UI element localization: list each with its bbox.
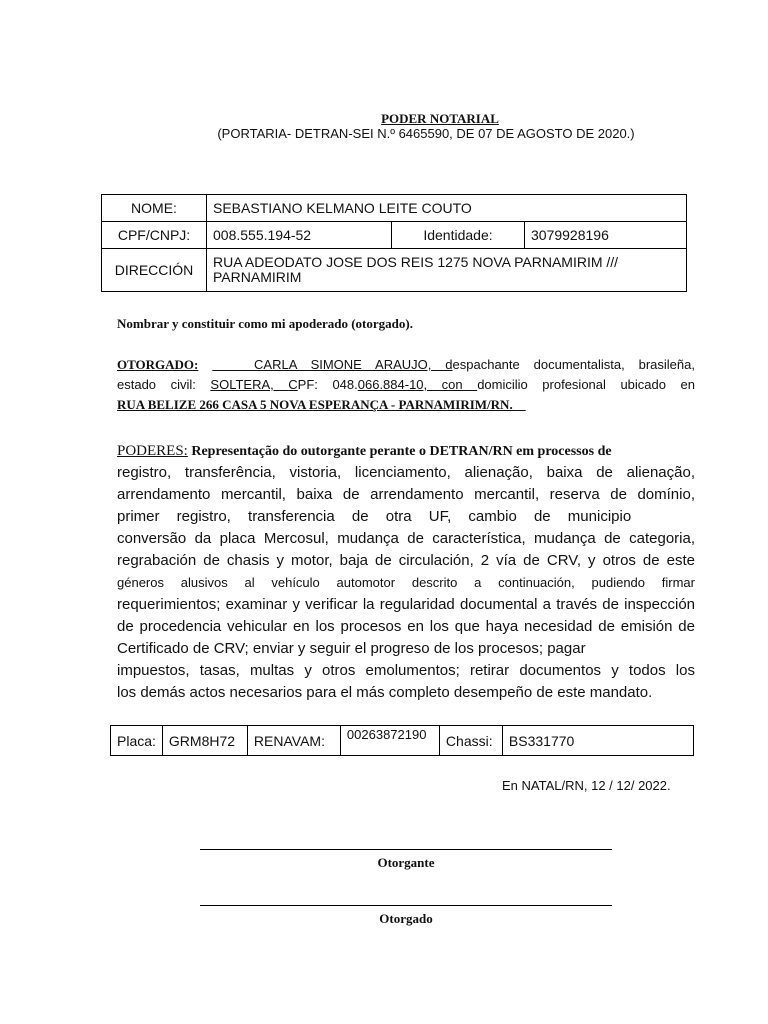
grantor-table xyxy=(101,194,687,292)
otorgado-address: RUA BELIZE 266 CASA 5 NOVA ESPERANÇA - PARNAMIRIM/RN. xyxy=(117,397,526,412)
signature-label-grantor: Otorgante xyxy=(377,855,435,870)
poderes-line: requerimientos; examinar y verificar la regularidad documental a través de inspección xyxy=(117,596,695,613)
cpf-value: 008.555.194-52 xyxy=(207,222,392,249)
cpf-number: 066.884-10, con xyxy=(357,377,478,392)
signature-line-grantee xyxy=(200,905,612,906)
poderes-line: arrendamento mercantil, baixa de arrendamento mercantil, reserva de domínio, xyxy=(117,486,695,503)
renavam-value: 00263872190 xyxy=(340,726,439,756)
poderes-intro: Representação do outorgante perante o DETRAN/RN em processos de xyxy=(187,444,612,459)
address-label: DIRECCIÓN xyxy=(102,249,207,292)
address-line-1: RUA ADEODATO JOSE DOS REIS 1275 NOVA PARNAMIRIM /// xyxy=(213,254,619,270)
signature-label-grantee: Otorgado xyxy=(379,911,433,926)
placa-value: GRM8H72 xyxy=(162,726,247,756)
otorgado-paragraph xyxy=(117,355,695,415)
poderes-line: impuestos, tasas, multas y otros emolumentos; retirar documentos y todos los xyxy=(117,662,695,679)
address-line-2: PARNAMIRIM xyxy=(213,269,302,285)
otorgado-label: OTORGADO: xyxy=(117,357,199,372)
poderes-line: conversão da placa Mercosul, mudança de característica, mudança de categoria, xyxy=(117,530,695,547)
civil-status-value: SOLTERA, xyxy=(210,377,289,392)
otorgado-description: espachante documentalista, brasileña, xyxy=(452,357,695,372)
renavam-label: RENAVAM: xyxy=(247,726,340,756)
chassi-value: BS331770 xyxy=(502,726,693,756)
chassi-label: Chassi: xyxy=(439,726,502,756)
id-label: Identidade: xyxy=(392,222,525,249)
table-row xyxy=(102,249,687,292)
cpf-label: CPF/CNPJ: xyxy=(102,222,207,249)
address-value xyxy=(207,249,687,292)
civil-status-label: estado civil: xyxy=(117,377,211,392)
poderes-paragraph xyxy=(117,441,695,704)
poderes-line: géneros alusivos al vehículo automotor descrito a continuación, pudiendo firmar xyxy=(117,575,695,590)
table-row xyxy=(111,726,694,756)
appoint-text: Nombrar y constituir como mi apoderado (otorgado). xyxy=(117,316,413,331)
poderes-line: de procedencia vehicular en los procesos en los que haya necesidad de emisión de xyxy=(117,618,695,635)
poderes-line: Certificado de CRV; enviar y seguir el progreso de los procesos; pagar xyxy=(117,640,586,657)
cpf-part: PF: 048. xyxy=(297,377,358,392)
document-title: PODER NOTARIAL xyxy=(381,111,499,126)
id-value: 3079928196 xyxy=(525,222,687,249)
domicile-text: domicilio profesional ubicado en xyxy=(477,377,695,392)
table-row xyxy=(102,222,687,249)
cpf-prefix: C xyxy=(288,377,298,392)
poderes-line: registro, transferência, vistoria, licenciamento, alienação, baixa de alienação, xyxy=(117,464,695,481)
table-row xyxy=(102,195,687,222)
placa-label: Placa: xyxy=(111,726,163,756)
vehicle-table xyxy=(110,725,694,756)
poderes-line: los demás actos necesarios para el más completo desempeño de este mandato. xyxy=(117,684,653,701)
name-label: NOME: xyxy=(102,195,207,222)
otorgado-name: CARLA SIMONE ARAUJO, d xyxy=(212,357,453,372)
date-line: En NATAL/RN, 12 / 12/ 2022. xyxy=(502,778,671,793)
name-value: SEBASTIANO KELMANO LEITE COUTO xyxy=(207,195,687,222)
signature-line-grantor xyxy=(200,849,612,850)
poderes-line: primer registro, transferencia de otra UF, cambio de municipio xyxy=(117,508,632,525)
poderes-line: regrabación de chasis y motor, baja de circulación, 2 vía de CRV, y otros de este xyxy=(117,552,695,569)
document-subtitle: (PORTARIA- DETRAN-SEI N.º 6465590, DE 07 DE AGOSTO DE 2020.) xyxy=(217,126,635,141)
poderes-label: PODERES: xyxy=(117,443,188,459)
